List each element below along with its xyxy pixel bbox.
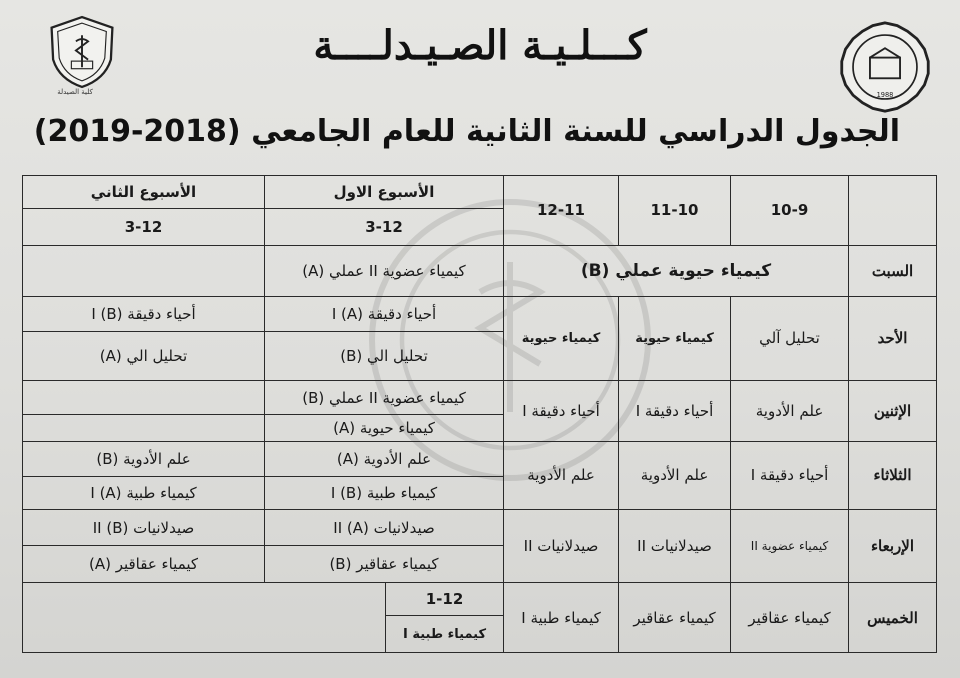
row-monday-a <box>23 380 937 415</box>
cell-wed-w2-a: صيدلانيات II (B) <box>23 509 265 546</box>
cell-thu-empty <box>23 583 386 653</box>
day-saturday: السبت <box>849 245 937 296</box>
cell-sun-w1-a: أحياء دقيقة I (A) <box>265 296 504 331</box>
corner-cell <box>849 176 937 246</box>
cell-tue-w1-a: علم الأدوية (A) <box>265 442 504 477</box>
cell-tue-w2-b: كيمياء طبية I (A) <box>23 476 265 509</box>
day-sunday: الأحد <box>849 296 937 380</box>
cell-wed-w2-b: كيمياء عقاقير (A) <box>23 546 265 583</box>
day-wednesday: الإربعاء <box>849 509 937 583</box>
cell-tue-10: علم الأدوية <box>619 442 731 510</box>
week1-label: الأسبوع الاول <box>265 176 504 209</box>
college-title: كـــلـيـة الصـيـدلــــة <box>313 22 647 69</box>
cell-sun-9: تحليل آلي <box>731 296 849 380</box>
cell-sun-w2-b: تحليل الي (A) <box>23 331 265 380</box>
university-logo <box>838 20 932 114</box>
cell-mon-9: علم الأدوية <box>731 380 849 441</box>
row-thursday-a <box>23 583 937 616</box>
slot-header-11-12: 12-11 <box>504 176 619 246</box>
row-tuesday-a <box>23 442 937 477</box>
cell-sun-10: كيمياء حيوية <box>619 296 731 380</box>
cell-wed-w1-b: كيمياء عقاقير (B) <box>265 546 504 583</box>
cell-thu-11: كيمياء طبية I <box>504 583 619 653</box>
cell-mon-11: أحياء دقيقة I <box>504 380 619 441</box>
cell-wed-9: كيمياء عضوية II <box>731 509 849 583</box>
cell-mon-w1-b: كيمياء حيوية (A) <box>265 415 504 442</box>
cell-thu-9: كيمياء عقاقير <box>731 583 849 653</box>
svg-text:1988: 1988 <box>876 91 894 100</box>
cell-tue-9: أحياء دقيقة I <box>731 442 849 510</box>
left-logo-caption: كلية الصيدلة <box>57 88 93 96</box>
day-thursday: الخميس <box>849 583 937 653</box>
schedule-table <box>22 175 937 653</box>
cell-mon-w2-b <box>23 415 265 442</box>
cell-mon-w2-a <box>23 380 265 415</box>
cell-sat-w1: كيمياء عضوية II عملي (A) <box>265 245 504 296</box>
row-wednesday-a <box>23 509 937 546</box>
day-tuesday: الثلاثاء <box>849 442 937 510</box>
cell-wed-w1-a: صيدلانيات II (A) <box>265 509 504 546</box>
cell-sun-11: كيمياء حيوية <box>504 296 619 380</box>
cell-thu-12-course: كيمياء طبية I <box>386 616 504 653</box>
cell-mon-w1-a: كيمياء عضوية II عملي (B) <box>265 380 504 415</box>
schedule-subtitle: الجدول الدراسي للسنة الثانية للعام الجامعي (2018-2019) <box>33 114 900 149</box>
header-row-weeks <box>23 176 937 209</box>
cell-sat-morning: كيمياء حيوية عملي (B) <box>504 245 849 296</box>
cell-thu-10: كيمياء عقاقير <box>619 583 731 653</box>
week2-label: الأسبوع الثاني <box>23 176 265 209</box>
cell-tue-w2-a: علم الأدوية (B) <box>23 442 265 477</box>
faculty-logo <box>44 14 120 90</box>
row-sunday-a <box>23 296 937 331</box>
cell-sun-w2-a: أحياء دقيقة I (B) <box>23 296 265 331</box>
day-monday: الإثنين <box>849 380 937 441</box>
cell-tue-11: علم الأدوية <box>504 442 619 510</box>
cell-wed-10: صيدلانيات II <box>619 509 731 583</box>
cell-sun-w1-b: تحليل الي (B) <box>265 331 504 380</box>
cell-tue-w1-b: كيمياء طبية I (B) <box>265 476 504 509</box>
cell-sat-w2 <box>23 245 265 296</box>
slot-header-w1-12-3: 3-12 <box>265 208 504 245</box>
cell-thu-slot-12-1: 1-12 <box>386 583 504 616</box>
row-saturday <box>23 245 937 296</box>
cell-mon-10: أحياء دقيقة I <box>619 380 731 441</box>
cell-wed-11: صيدلانيات II <box>504 509 619 583</box>
slot-header-w2-12-3: 3-12 <box>23 208 265 245</box>
slot-header-10-11: 11-10 <box>619 176 731 246</box>
slot-header-9-10: 10-9 <box>731 176 849 246</box>
